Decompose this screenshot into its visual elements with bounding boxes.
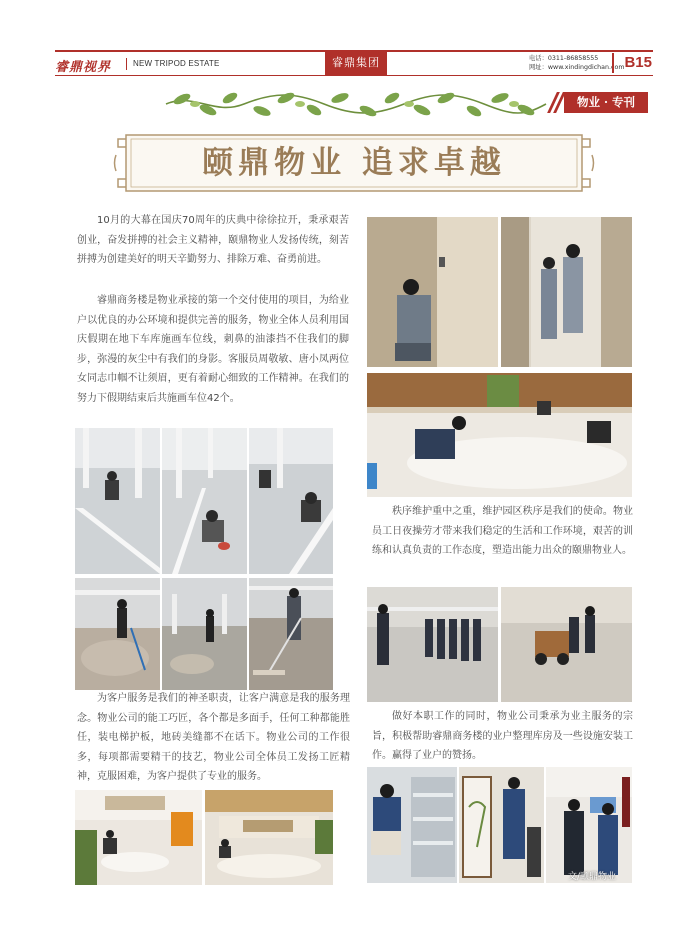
photo-storage-shelves bbox=[367, 767, 457, 883]
photo-security-lineup bbox=[367, 587, 498, 702]
photo-garage-sweep-2-image bbox=[162, 578, 247, 690]
vine-graphic bbox=[164, 90, 548, 118]
photo-artwork-install-image bbox=[459, 767, 544, 883]
photo-moving-cart bbox=[501, 587, 632, 702]
photo-artwork-install bbox=[459, 767, 544, 883]
photo-lobby-cleaning-image bbox=[367, 373, 632, 497]
section-tag-label: 物业 · 专刊 bbox=[576, 95, 635, 109]
page-title: 颐鼎物业 追求卓越 bbox=[202, 145, 506, 181]
page-header bbox=[55, 50, 653, 78]
masthead-english-name: NEW TRIPOD ESTATE bbox=[133, 59, 220, 68]
photo-parking-line-1 bbox=[75, 428, 160, 574]
paragraph-dedication: 做好本职工作的同时，物业公司秉承为业主服务的宗旨，积极帮助睿鼎商务楼的业户整理库房及一些设施安装工作。赢得了业户的赞扬。 bbox=[372, 711, 633, 761]
masthead-separator bbox=[126, 58, 127, 70]
photo-garage-sweep-2 bbox=[162, 578, 247, 690]
contact-phone: 电话：0311-86858555 bbox=[529, 55, 599, 62]
paragraph-service: 为客户服务是我们的神圣职责，让客户满意是我的服务理念。物业公司的能工巧匠，各个都是多面手，任何工种都能胜任，装电梯护板，地砖美缝都不在话下。物业公司的工作很多，每项都需要精干的技艺，物业公司全体员工发扬工匠精神，克服困难，为客户提供了专业的服务。 bbox=[77, 693, 350, 782]
photo-garage-sweep-1 bbox=[75, 578, 160, 690]
photo-storage-shelves-image bbox=[367, 767, 457, 883]
photo-office-floor-2 bbox=[205, 790, 333, 885]
photo-lobby-cleaning bbox=[367, 373, 632, 497]
photo-package-delivery bbox=[546, 767, 632, 883]
photo-security-lineup-image bbox=[367, 587, 498, 702]
paragraph-intro: 10月的大幕在国庆70周年的庆典中徐徐拉开，秉承艰苦创业，奋发拼搏的社会主义精神，颐鼎物业人发扬传统，刻苦拼搏为创建美好的明天辛勤努力、排除万难、奋勇前进。 bbox=[77, 215, 349, 265]
photo-office-floor-1-image bbox=[75, 790, 202, 885]
article-credit: 文/颐鼎物业 bbox=[568, 872, 617, 882]
vine-ornament bbox=[164, 90, 548, 118]
header-bottom-rule bbox=[55, 75, 653, 76]
photo-package-delivery-image bbox=[546, 767, 632, 883]
photo-elevator-repair bbox=[501, 217, 632, 367]
paragraph-order: 秩序维护重中之重，维护园区秩序是我们的使命。物业员工日夜操劳才带来我们稳定的生活和工作环境，艰苦的训练和认真负责的工作态度，塑造出能力出众的颐鼎物业人。 bbox=[372, 506, 633, 556]
photo-garage-sweep-1-image bbox=[75, 578, 160, 690]
group-name-badge: 睿鼎集团 bbox=[325, 50, 387, 76]
page-number: B15 bbox=[612, 53, 653, 73]
photo-parking-line-2-image bbox=[162, 428, 247, 574]
photo-moving-cart-image bbox=[501, 587, 632, 702]
title-frame bbox=[112, 133, 596, 193]
section-tag bbox=[552, 92, 648, 113]
paragraph-parking: 睿鼎商务楼是物业承接的第一个交付使用的项目，为给业户以优良的办公环境和提供完善的服务，物业全体人员利用国庆假期在地下车库施画车位线，刺鼻的油漆挡不住我们的脚步，弥漫的灰尘中有我们的身影。客服员周敬敏、唐小凤两位女同志巾帼不让须眉，更有着耐心细致的工作精神。在我们的努力下假期结束后共施画车位42个。 bbox=[77, 295, 349, 404]
photo-elevator-repair-image bbox=[501, 217, 632, 367]
masthead-logo: 睿鼎视界 bbox=[55, 60, 112, 75]
contact-info bbox=[529, 54, 624, 72]
contact-website: 网址：www.xindingdichan.com bbox=[529, 64, 625, 71]
photo-garage-mop bbox=[249, 578, 333, 690]
photo-parking-line-2 bbox=[162, 428, 247, 574]
photo-garage-mop-image bbox=[249, 578, 333, 690]
photo-office-floor-2-image bbox=[205, 790, 333, 885]
photo-parking-line-1-image bbox=[75, 428, 160, 574]
photo-office-floor-1 bbox=[75, 790, 202, 885]
photo-parking-line-3-image bbox=[249, 428, 333, 574]
photo-elevator-install-image bbox=[367, 217, 498, 367]
photo-elevator-install bbox=[367, 217, 498, 367]
photo-parking-line-3 bbox=[249, 428, 333, 574]
